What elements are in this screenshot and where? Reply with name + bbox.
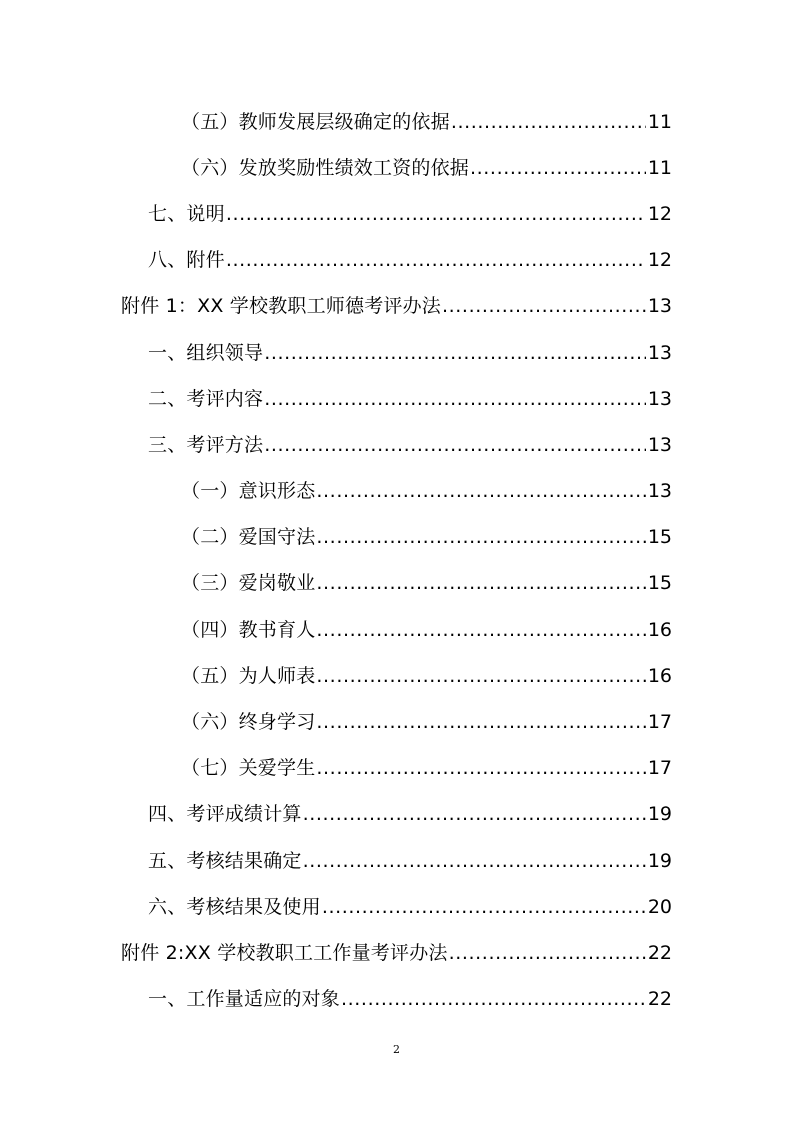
toc-entry[interactable]: [0, 928, 793, 974]
toc-dot-leader: [470, 157, 646, 179]
toc-entry-line: [121, 938, 672, 965]
toc-entry-page-number: 13: [647, 387, 672, 410]
toc-entry[interactable]: [0, 559, 793, 605]
toc-entry[interactable]: [0, 882, 793, 928]
toc-entry[interactable]: [0, 605, 793, 651]
toc-entry-title: （五）为人师表: [181, 664, 316, 687]
toc-dot-leader: [449, 942, 646, 964]
toc-entry-title: 一、工作量适应的对象: [148, 988, 341, 1011]
toc-entry[interactable]: [0, 328, 793, 374]
toc-entry-title: （五）教师发展层级确定的依据: [181, 110, 450, 133]
toc-entry-line: [148, 799, 672, 826]
toc-entry-page-number: 12: [647, 249, 672, 272]
toc-entry-page-number: 22: [647, 941, 672, 964]
toc-dot-leader: [264, 342, 646, 364]
toc-entry-title: 一、组织领导: [148, 341, 264, 364]
toc-entry-line: [148, 199, 672, 226]
toc-dot-leader: [322, 896, 646, 918]
toc-dot-leader: [341, 988, 646, 1010]
toc-entry-line: [148, 430, 672, 457]
toc-entry-page-number: 15: [647, 526, 672, 549]
toc-entry-line: [148, 245, 672, 272]
toc-entry[interactable]: [0, 744, 793, 790]
toc-entry-title: 八、附件: [148, 249, 225, 272]
toc-entry-title: 五、考核结果确定: [148, 849, 302, 872]
toc-entry-page-number: 13: [647, 295, 672, 318]
toc-entry-title: 二、考评内容: [148, 387, 264, 410]
toc-entry-page-number: 13: [647, 480, 672, 503]
toc-dot-leader: [451, 111, 646, 133]
toc-entry[interactable]: [0, 975, 793, 1021]
toc-entry[interactable]: [0, 513, 793, 559]
toc-dot-leader: [264, 434, 646, 456]
toc-entry-line: [181, 568, 672, 595]
toc-entry-page-number: 17: [647, 711, 672, 734]
toc-entry-page-number: 16: [647, 618, 672, 641]
toc-entry-page-number: 19: [647, 849, 672, 872]
toc-dot-leader: [316, 572, 645, 594]
page-number: 2: [393, 1043, 400, 1056]
toc-entry-line: [181, 707, 672, 734]
toc-entry-line: [181, 107, 672, 134]
toc-entry-line: [148, 384, 672, 411]
toc-entry-title: 附件 2:XX 学校教职工工作量考评办法: [121, 941, 448, 964]
toc-dot-leader: [226, 249, 646, 271]
toc-entry[interactable]: [0, 374, 793, 420]
toc-entry-line: [181, 153, 672, 180]
toc-entry-title: （七）关爱学生: [181, 757, 316, 780]
toc-dot-leader: [316, 711, 645, 733]
toc-dot-leader: [442, 295, 646, 317]
toc-entry[interactable]: [0, 97, 793, 143]
toc-dot-leader: [226, 203, 646, 225]
toc-entry[interactable]: [0, 420, 793, 466]
toc-entry-title: （六）发放奖励性绩效工资的依据: [181, 156, 470, 179]
toc-entry-page-number: 13: [647, 433, 672, 456]
toc-entry-title: （二）爱国守法: [181, 526, 316, 549]
toc-entry-line: [121, 291, 672, 318]
toc-entry-line: [181, 615, 672, 642]
toc-entry-page-number: 12: [647, 202, 672, 225]
toc-entry[interactable]: [0, 697, 793, 743]
toc-entry-title: 六、考核结果及使用: [148, 895, 321, 918]
toc-entry-page-number: 11: [647, 110, 672, 133]
toc-entry-page-number: 11: [647, 156, 672, 179]
toc-entry[interactable]: [0, 282, 793, 328]
toc-entry-line: [148, 892, 672, 919]
toc-dot-leader: [316, 665, 645, 687]
table-of-contents: [0, 97, 793, 1021]
toc-entry-title: （一）意识形态: [181, 480, 316, 503]
toc-entry-title: 附件 1：XX 学校教职工师德考评办法: [121, 295, 442, 318]
toc-entry-line: [148, 846, 672, 873]
toc-dot-leader: [316, 619, 645, 641]
toc-entry-line: [148, 338, 672, 365]
toc-entry-title: （四）教书育人: [181, 618, 316, 641]
toc-entry[interactable]: [0, 189, 793, 235]
toc-entry-page-number: 16: [647, 664, 672, 687]
toc-entry-page-number: 17: [647, 757, 672, 780]
toc-entry-page-number: 19: [647, 803, 672, 826]
toc-entry-title: （三）爱岗敬业: [181, 572, 316, 595]
toc-entry-line: [181, 753, 672, 780]
toc-dot-leader: [303, 803, 646, 825]
toc-entry-page-number: 15: [647, 572, 672, 595]
toc-entry[interactable]: [0, 836, 793, 882]
toc-entry[interactable]: [0, 143, 793, 189]
toc-dot-leader: [316, 757, 645, 779]
toc-entry[interactable]: [0, 236, 793, 282]
toc-entry-page-number: 13: [647, 341, 672, 364]
toc-entry-page-number: 20: [647, 895, 672, 918]
toc-entry-title: （六）终身学习: [181, 711, 316, 734]
toc-entry-page-number: 22: [647, 988, 672, 1011]
toc-dot-leader: [316, 480, 645, 502]
toc-entry-line: [181, 661, 672, 688]
toc-entry-title: 四、考评成绩计算: [148, 803, 302, 826]
toc-entry-line: [181, 476, 672, 503]
toc-entry-line: [148, 984, 672, 1011]
toc-entry-title: 三、考评方法: [148, 433, 264, 456]
toc-entry[interactable]: [0, 790, 793, 836]
toc-entry[interactable]: [0, 651, 793, 697]
toc-dot-leader: [303, 850, 646, 872]
toc-entry-line: [181, 522, 672, 549]
toc-dot-leader: [316, 526, 645, 548]
toc-entry[interactable]: [0, 467, 793, 513]
toc-dot-leader: [264, 388, 646, 410]
toc-entry-title: 七、说明: [148, 202, 225, 225]
